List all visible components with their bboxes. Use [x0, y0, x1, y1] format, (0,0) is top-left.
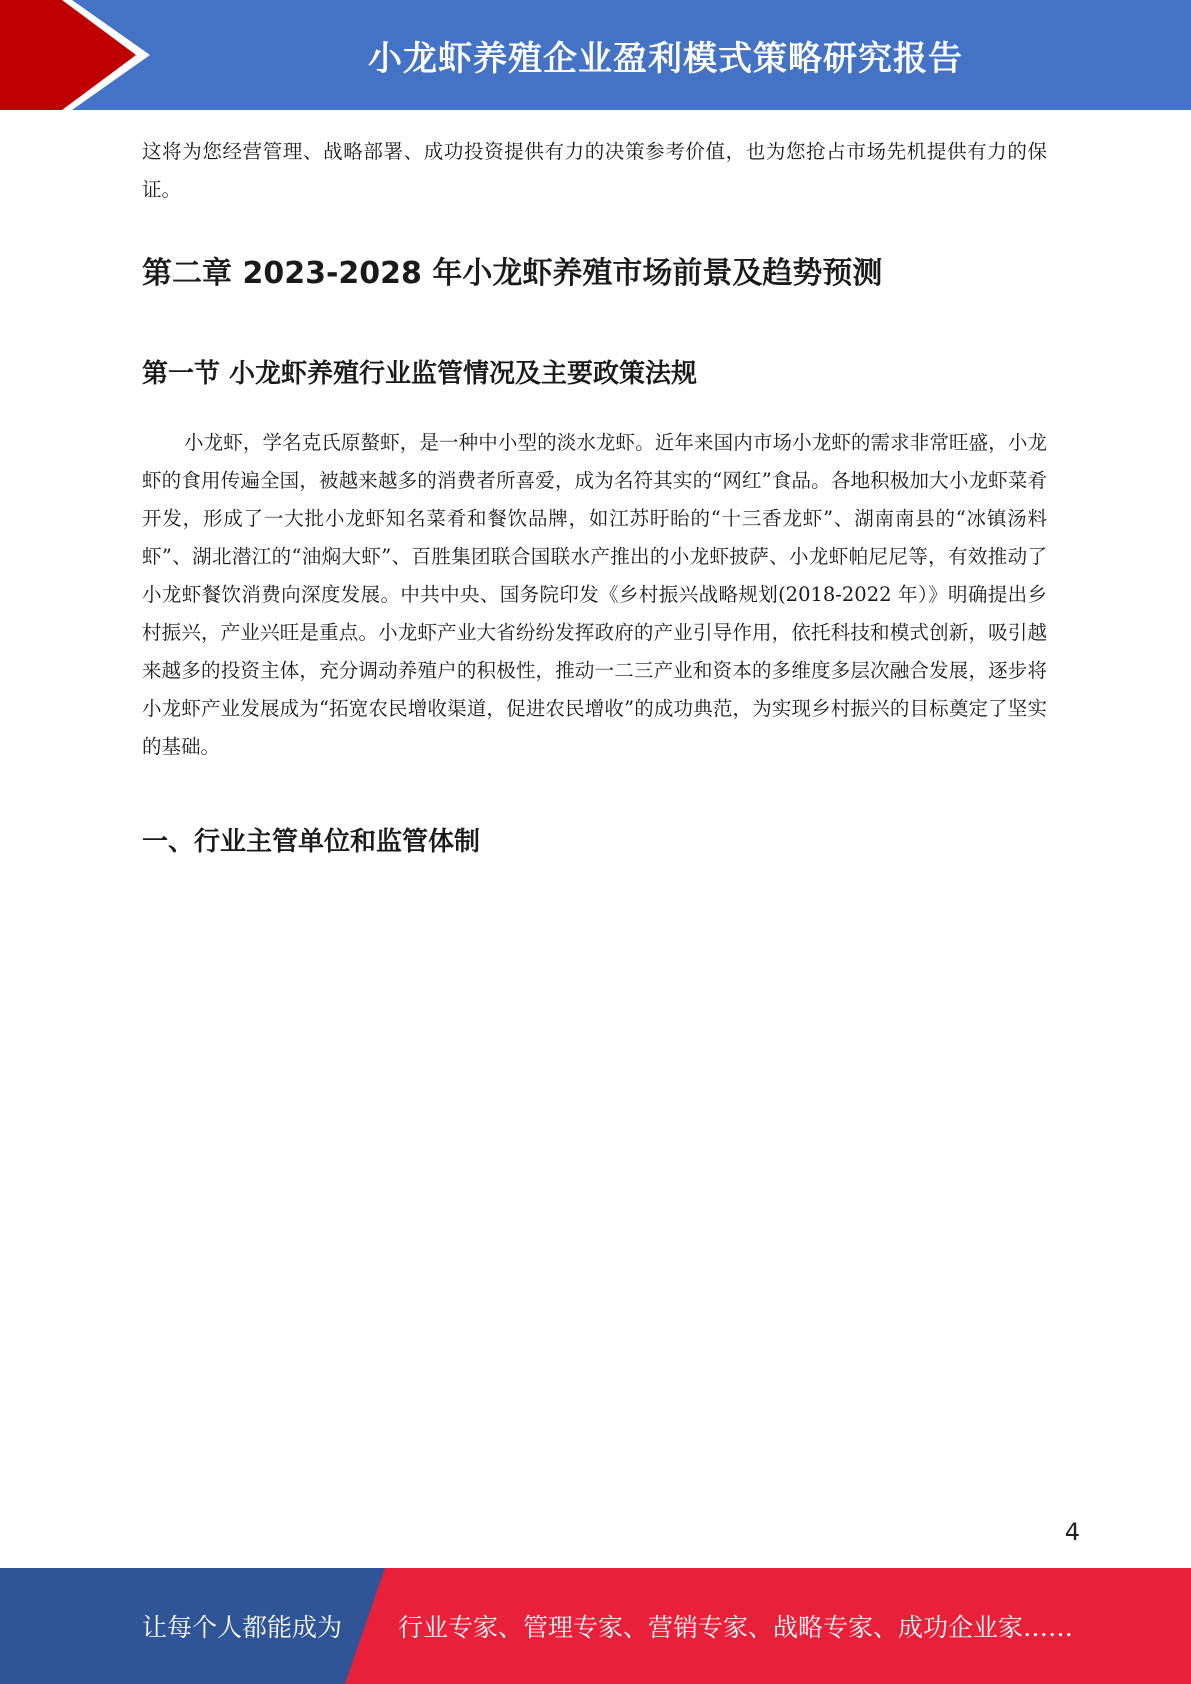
page-number: 4: [1064, 1518, 1080, 1546]
report-title: 小龙虾养殖企业盈利模式策略研究报告: [368, 38, 963, 79]
footer-slogan-left: 让每个人都能成为: [142, 1613, 343, 1642]
section-heading: 第一节 小龙虾养殖行业监管情况及主要政策法规: [142, 359, 698, 389]
page-footer: [0, 1568, 1191, 1684]
footer-slogan-right: 行业专家、管理专家、营销专家、战略专家、成功企业家……: [398, 1613, 1074, 1642]
page-header: [0, 0, 1191, 110]
intro-paragraph: 这将为您经营管理、战略部署、成功投资提供有力的决策参考价值，也为您抢占市场先机提供有力的保证。: [142, 140, 1047, 201]
body-paragraph: 小龙虾，学名克氏原螯虾，是一种中小型的淡水龙虾。近年来国内市场小龙虾的需求非常旺盛，小龙虾的食用传遍全国，被越来越多的消费者所喜爱，成为名符其实的“网红”食品。各地积极加大小龙虾菜肴开发，形成了一大批小龙虾知名菜肴和餐饮品牌，如江苏盱眙的“十三香龙虾”、湖南南县的“冰镇汤料虾”、湖北潜江的“油焖大虾”、百胜集团联合国联水产推出的小龙虾披萨、小龙虾帕尼尼等，有效推动了小龙虾餐饮消费向深度发展。中共中央、国务院印发《乡村振兴战略规划(2018-2022 年）》明确提出乡村振兴，产业兴旺是重点。小龙虾产业大省纷纷发挥政府的产业引导作用，依托科技和模式创新，吸引越来越多的投资主体，充分调动养殖户的积极性，推动一二三产业和资本的多维度多层次融合发展，逐步将小龙虾产业发展成为“拓宽农民增收渠道，促进农民增收”的成功典范，为实现乡村振兴的目标奠定了坚实的基础。: [142, 431, 1047, 758]
subsection-heading: 一、行业主管单位和监管体制: [142, 827, 481, 857]
chapter-heading: 第二章 2023-2028 年小龙虾养殖市场前景及趋势预测: [142, 256, 883, 291]
header-arrow: [0, 0, 136, 110]
